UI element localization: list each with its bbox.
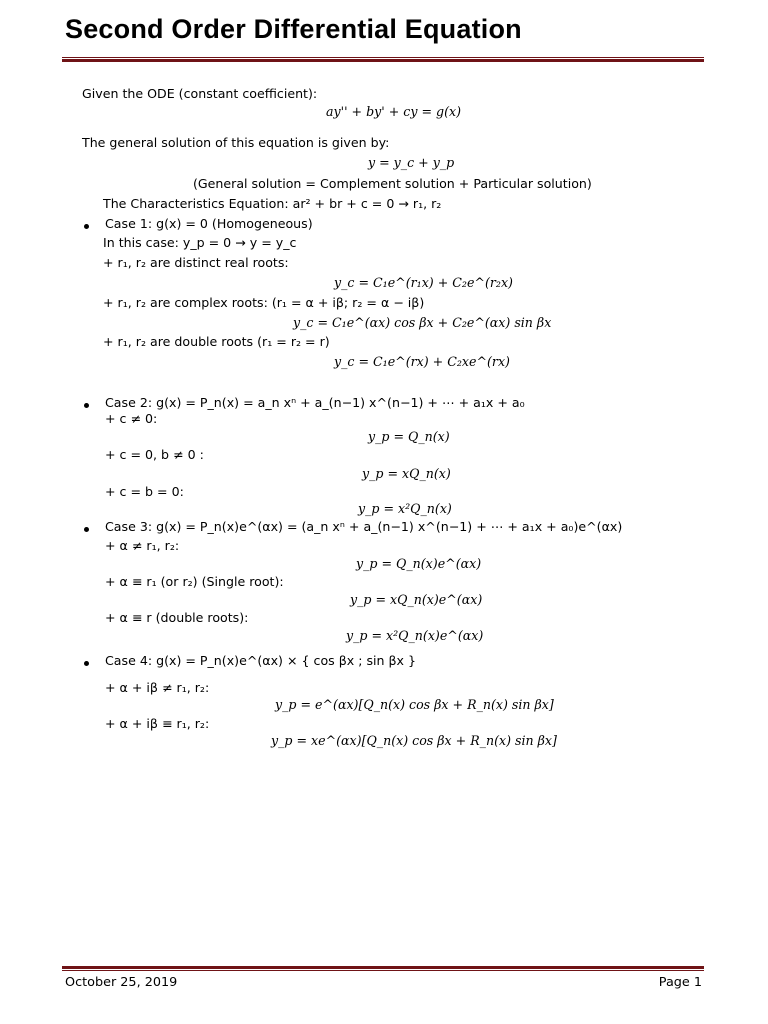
case-3-heading: Case 3: g(x) = P_n(x)e^(αx) = (a_n xⁿ + a_(n−1) x^(n−1) + ⋯ + a₁x + a₀)e^(αx) — [105, 519, 623, 534]
footer-date: October 25, 2019 — [65, 975, 178, 990]
case-2-condition-2: + c = 0, b ≠ 0 : — [105, 447, 204, 462]
page-title: Second Order Differential Equation — [65, 14, 522, 44]
double-roots-label: + r₁, r₂ are double roots (r₁ = r₂ = r) — [103, 334, 330, 349]
general-solution-note: (General solution = Complement solution + Particular solution) — [193, 176, 592, 191]
complex-roots-label: + r₁, r₂ are complex roots: (r₁ = α + iβ; r₂ = α − iβ) — [103, 295, 425, 310]
intro-text: Given the ODE (constant coefficient): — [82, 86, 318, 101]
double-roots-equation: y_c = C₁e^(rx) + C₂xe^(rx) — [334, 354, 510, 369]
distinct-roots-label: + r₁, r₂ are distinct real roots: — [103, 255, 289, 270]
complex-roots-equation: y_c = C₁e^(αx) cos βx + C₂e^(αx) sin βx — [293, 315, 552, 330]
footer-rule-top — [62, 966, 704, 969]
case-4-condition-1: + α + iβ ≠ r₁, r₂: — [105, 680, 210, 695]
title-rule-bottom — [62, 59, 704, 62]
bullet-icon — [84, 403, 89, 408]
bullet-icon — [84, 661, 89, 666]
case-4-solution-2: y_p = xe^(αx)[Q_n(x) cos βx + R_n(x) sin βx] — [271, 733, 557, 748]
case-4-heading: Case 4: g(x) = P_n(x)e^(αx) × { cos βx ; sin βx } — [105, 653, 417, 668]
general-solution-text: The general solution of this equation is given by: — [82, 135, 390, 150]
distinct-roots-equation: y_c = C₁e^(r₁x) + C₂e^(r₂x) — [334, 275, 513, 290]
case-2-solution-2: y_p = xQ_n(x) — [362, 466, 451, 481]
case-4-condition-2: + α + iβ ≡ r₁, r₂: — [105, 716, 210, 731]
title-rule-top — [62, 57, 704, 58]
case-3-condition-1: + α ≠ r₁, r₂: — [105, 538, 180, 553]
footer-rule-bottom — [62, 970, 704, 971]
general-solution-equation: y = y_c + y_p — [368, 155, 455, 170]
case-2-condition-3: + c = b = 0: — [105, 484, 184, 499]
case-3-condition-3: + α ≡ r (double roots): — [105, 610, 249, 625]
case-2-condition-1: + c ≠ 0: — [105, 411, 158, 426]
case-3-solution-3: y_p = x²Q_n(x)e^(αx) — [346, 628, 484, 643]
case-1-heading: Case 1: g(x) = 0 (Homogeneous) — [105, 216, 313, 231]
bullet-icon — [84, 527, 89, 532]
case-3-condition-2: + α ≡ r₁ (or r₂) (Single root): — [105, 574, 284, 589]
case-3-solution-1: y_p = Q_n(x)e^(αx) — [356, 556, 482, 571]
case-3-solution-2: y_p = xQ_n(x)e^(αx) — [350, 592, 483, 607]
case-2-solution-3: y_p = x²Q_n(x) — [358, 501, 452, 516]
ode-equation: ay'' + by' + cy = g(x) — [326, 104, 462, 119]
case-2-heading: Case 2: g(x) = P_n(x) = a_n xⁿ + a_(n−1) x^(n−1) + ⋯ + a₁x + a₀ — [105, 395, 525, 410]
characteristic-equation: The Characteristics Equation: ar² + br + c = 0 → r₁, r₂ — [103, 196, 442, 211]
bullet-icon — [84, 224, 89, 229]
case-2-solution-1: y_p = Q_n(x) — [368, 429, 450, 444]
case-1-text: In this case: y_p = 0 → y = y_c — [103, 235, 297, 250]
case-4-solution-1: y_p = e^(αx)[Q_n(x) cos βx + R_n(x) sin βx] — [275, 697, 554, 712]
footer-page-number: Page 1 — [658, 975, 702, 990]
